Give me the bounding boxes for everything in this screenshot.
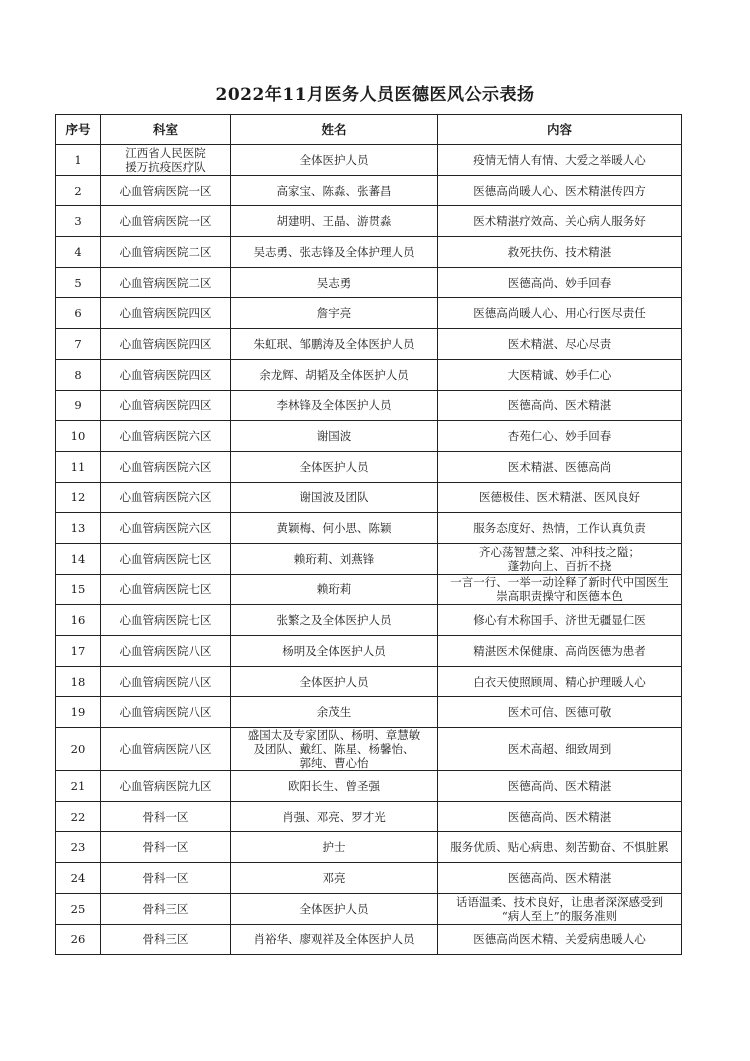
cell-department: 骨科一区 (101, 832, 231, 863)
table-row (56, 298, 682, 329)
table-row (56, 771, 682, 802)
cell-name: 朱虹珉、邹鹏涛及全体医护人员 (231, 329, 438, 360)
cell-name: 全体医护人员 (231, 893, 438, 924)
cell-content: 一言一行、一举一动诠释了新时代中国医生 崇高职责操守和医德本色 (438, 574, 682, 605)
cell-index: 26 (56, 924, 101, 955)
cell-department: 心血管病医院二区 (101, 267, 231, 298)
cell-department: 江西省人民医院 援万抗疫医疗队 (101, 145, 231, 176)
table-row (56, 267, 682, 298)
cell-name: 肖强、邓亮、罗才光 (231, 801, 438, 832)
cell-index: 24 (56, 863, 101, 894)
table-row (56, 513, 682, 544)
cell-index: 5 (56, 267, 101, 298)
cell-index: 6 (56, 298, 101, 329)
cell-content: 医德高尚、医术精湛 (438, 771, 682, 802)
document-title: 2022年11月医务人员医德医风公示表扬 (215, 85, 535, 105)
cell-content: 精湛医术保健康、高尚医德为患者 (438, 636, 682, 667)
table-row (56, 574, 682, 605)
table-row (56, 893, 682, 924)
table-row (56, 206, 682, 237)
cell-name: 胡建明、王晶、游贯淼 (231, 206, 438, 237)
cell-content: 医德高尚、医术精湛 (438, 390, 682, 421)
table-row (56, 451, 682, 482)
cell-content: 白衣天使照顾周、精心护理暖人心 (438, 666, 682, 697)
cell-department: 心血管病医院八区 (101, 697, 231, 728)
cell-index: 8 (56, 359, 101, 390)
cell-index: 18 (56, 666, 101, 697)
table-row (56, 863, 682, 894)
cell-index: 14 (56, 543, 101, 574)
cell-content: 修心有术称国手、济世无疆显仁医 (438, 605, 682, 636)
table-row (56, 237, 682, 268)
cell-index: 4 (56, 237, 101, 268)
header-content: 内容 (438, 115, 682, 145)
cell-name: 全体医护人员 (231, 451, 438, 482)
cell-name: 盛国太及专家团队、杨明、章慧敏 及团队、戴红、陈星、杨馨怡、 郭纯、曹心怡 (231, 728, 438, 771)
cell-index: 1 (56, 145, 101, 176)
cell-name: 邓亮 (231, 863, 438, 894)
cell-content: 齐心荡智慧之桨、冲科技之隘； 蓬勃向上、百折不挠 (438, 543, 682, 574)
table-row (56, 832, 682, 863)
cell-department: 心血管病医院六区 (101, 513, 231, 544)
cell-index: 20 (56, 728, 101, 771)
cell-content: 服务优质、贴心病患、刻苦勤奋、不惧脏累 (438, 832, 682, 863)
cell-content: 大医精诚、妙手仁心 (438, 359, 682, 390)
cell-index: 17 (56, 636, 101, 667)
commendation-table (55, 114, 682, 955)
cell-index: 23 (56, 832, 101, 863)
table-row (56, 145, 682, 176)
cell-index: 3 (56, 206, 101, 237)
cell-department: 心血管病医院四区 (101, 329, 231, 360)
cell-index: 7 (56, 329, 101, 360)
table-row (56, 728, 682, 771)
cell-name: 余龙辉、胡韬及全体医护人员 (231, 359, 438, 390)
cell-name: 余茂生 (231, 697, 438, 728)
cell-name: 杨明及全体医护人员 (231, 636, 438, 667)
cell-name: 赖珩莉 (231, 574, 438, 605)
cell-content: 医术可信、医德可敬 (438, 697, 682, 728)
cell-name: 吴志勇 (231, 267, 438, 298)
cell-name: 全体医护人员 (231, 145, 438, 176)
cell-name: 李林锋及全体医护人员 (231, 390, 438, 421)
cell-name: 全体医护人员 (231, 666, 438, 697)
table-row (56, 421, 682, 452)
cell-content: 医术精湛疗效高、关心病人服务好 (438, 206, 682, 237)
cell-name: 高家宝、陈淼、张蕃昌 (231, 175, 438, 206)
cell-index: 12 (56, 482, 101, 513)
cell-name: 肖裕华、廖观祥及全体医护人员 (231, 924, 438, 955)
cell-index: 21 (56, 771, 101, 802)
cell-name: 护士 (231, 832, 438, 863)
cell-department: 心血管病医院九区 (101, 771, 231, 802)
cell-department: 心血管病医院八区 (101, 666, 231, 697)
cell-name: 詹宇亮 (231, 298, 438, 329)
cell-department: 骨科一区 (101, 863, 231, 894)
cell-department: 心血管病医院六区 (101, 482, 231, 513)
cell-name: 黄颖梅、何小思、陈颖 (231, 513, 438, 544)
cell-name: 谢国波及团队 (231, 482, 438, 513)
cell-department: 心血管病医院一区 (101, 206, 231, 237)
cell-department: 心血管病医院七区 (101, 574, 231, 605)
cell-department: 心血管病医院六区 (101, 421, 231, 452)
cell-department: 心血管病医院七区 (101, 605, 231, 636)
cell-content: 话语温柔、技术良好，让患者深深感受到 “病人至上”的服务准则 (438, 893, 682, 924)
cell-content: 医德极佳、医术精湛、医风良好 (438, 482, 682, 513)
table-header-row (56, 115, 682, 145)
cell-department: 心血管病医院四区 (101, 390, 231, 421)
cell-content: 医德高尚、医术精湛 (438, 801, 682, 832)
cell-name: 张繁之及全体医护人员 (231, 605, 438, 636)
cell-content: 医德高尚、医术精湛 (438, 863, 682, 894)
cell-content: 医术高超、细致周到 (438, 728, 682, 771)
cell-name: 吴志勇、张志锋及全体护理人员 (231, 237, 438, 268)
cell-department: 心血管病医院八区 (101, 636, 231, 667)
cell-content: 医德高尚、妙手回春 (438, 267, 682, 298)
cell-department: 心血管病医院一区 (101, 175, 231, 206)
cell-index: 19 (56, 697, 101, 728)
table-row (56, 801, 682, 832)
table-row (56, 329, 682, 360)
cell-department: 心血管病医院八区 (101, 728, 231, 771)
cell-index: 25 (56, 893, 101, 924)
cell-name: 谢国波 (231, 421, 438, 452)
cell-content: 医德高尚暖人心、医术精湛传四方 (438, 175, 682, 206)
cell-content: 医德高尚医术精、关爱病患暖人心 (438, 924, 682, 955)
cell-department: 心血管病医院六区 (101, 451, 231, 482)
cell-name: 赖珩莉、刘燕锋 (231, 543, 438, 574)
cell-index: 2 (56, 175, 101, 206)
cell-content: 医术精湛、医德高尚 (438, 451, 682, 482)
cell-index: 10 (56, 421, 101, 452)
header-index: 序号 (56, 115, 101, 145)
cell-content: 医德高尚暖人心、用心行医尽责任 (438, 298, 682, 329)
table-row (56, 482, 682, 513)
cell-index: 9 (56, 390, 101, 421)
header-department: 科室 (101, 115, 231, 145)
cell-index: 11 (56, 451, 101, 482)
cell-name: 欧阳长生、曾圣强 (231, 771, 438, 802)
cell-department: 心血管病医院四区 (101, 298, 231, 329)
cell-index: 22 (56, 801, 101, 832)
cell-index: 13 (56, 513, 101, 544)
cell-department: 骨科一区 (101, 801, 231, 832)
cell-index: 15 (56, 574, 101, 605)
cell-content: 杏苑仁心、妙手回春 (438, 421, 682, 452)
cell-department: 心血管病医院四区 (101, 359, 231, 390)
table-row (56, 390, 682, 421)
cell-content: 医术精湛、尽心尽责 (438, 329, 682, 360)
cell-index: 16 (56, 605, 101, 636)
table-row (56, 666, 682, 697)
cell-department: 骨科三区 (101, 893, 231, 924)
cell-department: 心血管病医院七区 (101, 543, 231, 574)
cell-department: 骨科三区 (101, 924, 231, 955)
table-row (56, 543, 682, 574)
cell-content: 救死扶伤、技术精湛 (438, 237, 682, 268)
table-row (56, 924, 682, 955)
header-name: 姓名 (231, 115, 438, 145)
cell-content: 疫情无情人有情、大爱之举暖人心 (438, 145, 682, 176)
table-row (56, 175, 682, 206)
table-row (56, 636, 682, 667)
cell-content: 服务态度好、热情，工作认真负责 (438, 513, 682, 544)
table-row (56, 359, 682, 390)
table-row (56, 697, 682, 728)
table-row (56, 605, 682, 636)
cell-department: 心血管病医院二区 (101, 237, 231, 268)
